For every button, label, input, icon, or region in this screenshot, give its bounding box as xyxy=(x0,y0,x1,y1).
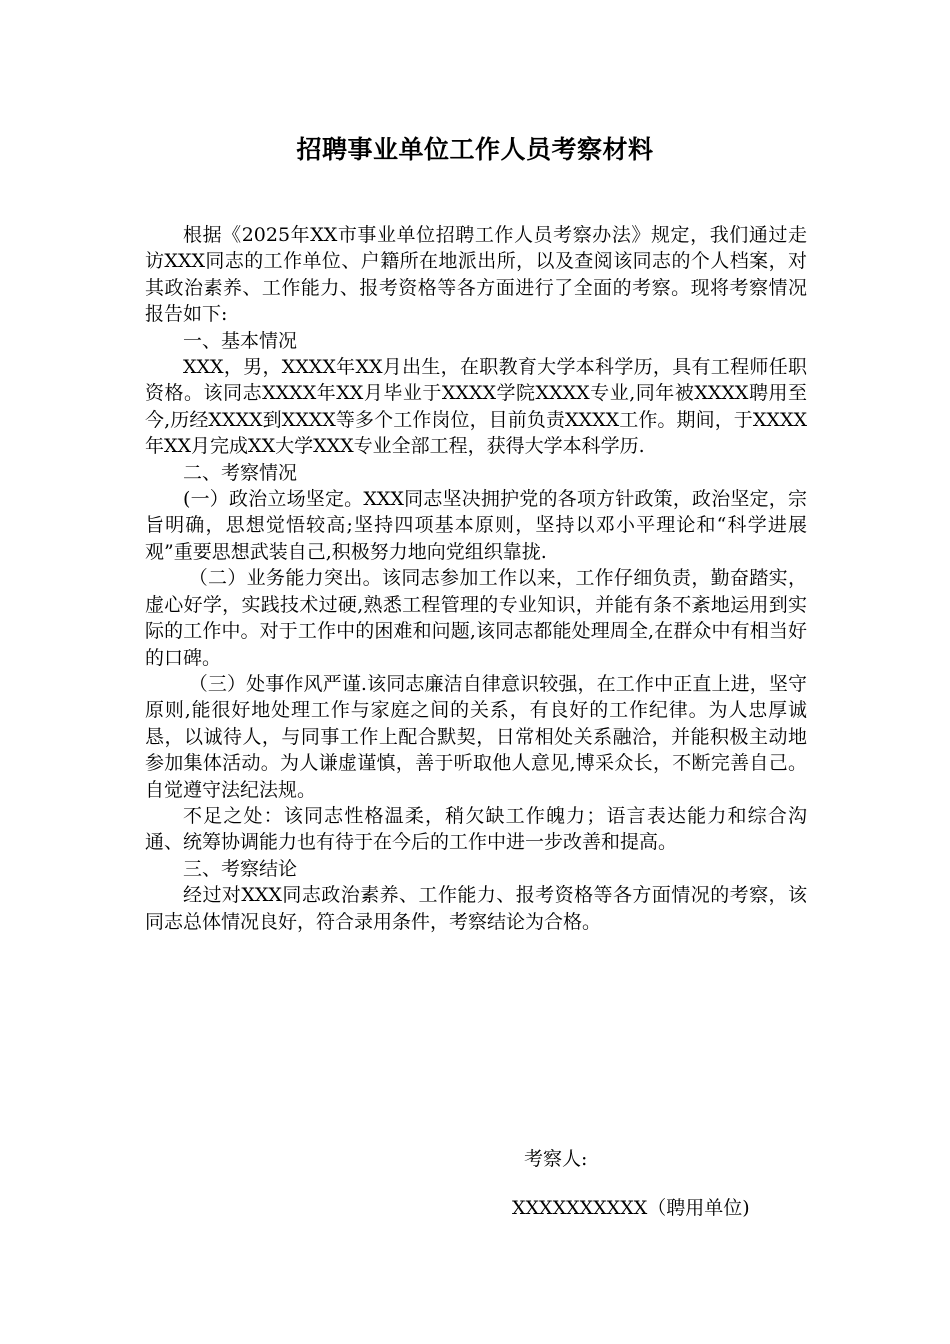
paragraph-intro: 根据《2025年XX市事业单位招聘工作人员考察办法》规定，我们通过走访XXX同志的工作单位、户籍所在地派出所，以及查阅该同志的个人档案，对其政治素养、工作能力、报考资格等各方面进行了全面的考察。现将考察情况报告如下: xyxy=(145,224,807,326)
paragraph-basic-info: XXX，男，XXXX年XX月出生，在职教育大学本科学历，具有工程师任职资格。该同志XXXX年XX月毕业于XXXX学院XXXX专业,同年被XXXX聘用至今,历经XXXX到XXXX等多个工作岗位，目前负责XXXX工作。期间，于XXXX年XX月完成XX大学XXX专业全部工程，获得大学本科学历. xyxy=(145,356,807,458)
signer-name: XXXXXXXXXX（聘用单位) xyxy=(512,1197,750,1219)
heading-inspection: 二、考察情况 xyxy=(183,461,298,484)
heading-conclusion: 三、考察结论 xyxy=(183,857,298,880)
paragraph-conclusion: 经过对XXX同志政治素养、工作能力、报考资格等各方面情况的考察，该同志总体情况良好，符合录用条件，考察结论为合格。 xyxy=(145,884,807,933)
document-body xyxy=(145,222,807,935)
signer-label: 考察人: xyxy=(524,1148,588,1170)
document-title: 招聘事业单位工作人员考察材料 xyxy=(296,135,654,164)
heading-basic-info: 一、基本情况 xyxy=(183,329,298,352)
paragraph-shortcomings: 不足之处：该同志性格温柔，稍欠缺工作魄力；语言表达能力和综合沟通、统筹协调能力也有待于在今后的工作中进一步改善和提高。 xyxy=(145,804,807,854)
paragraph-work-style: （三）处事作风严谨.该同志廉洁自律意识较强，在工作中正直上进，坚守原则,能很好地处理工作与家庭之间的关系，有良好的工作纪律。为人忠厚诚恳，以诚待人，与同事工作上配合默契，日常相处关系融洽，并能积极主动地参加集体活动。为人谦虚谨慎，善于听取他人意见,博采众长，不断完善自己。自觉遵守法纪法规。 xyxy=(145,672,807,801)
paragraph-business-ability: （二）业务能力突出。该同志参加工作以来，工作仔细负责，勤奋踏实，虚心好学，实践技术过硬,熟悉工程管理的专业知识，并能有条不紊地运用到实际的工作中。对于工作中的困难和问题,该同志都能处理周全,在群众中有相当好的口碑。 xyxy=(145,567,807,669)
paragraph-political-stance: (一）政治立场坚定。XXX同志坚决拥护党的各项方针政策，政治坚定，宗旨明确，思想觉悟较高;坚持四项基本原则，坚持以邓小平理论和“科学进展观”重要思想武装自己,积极努力地向党组织靠拢. xyxy=(145,488,807,563)
